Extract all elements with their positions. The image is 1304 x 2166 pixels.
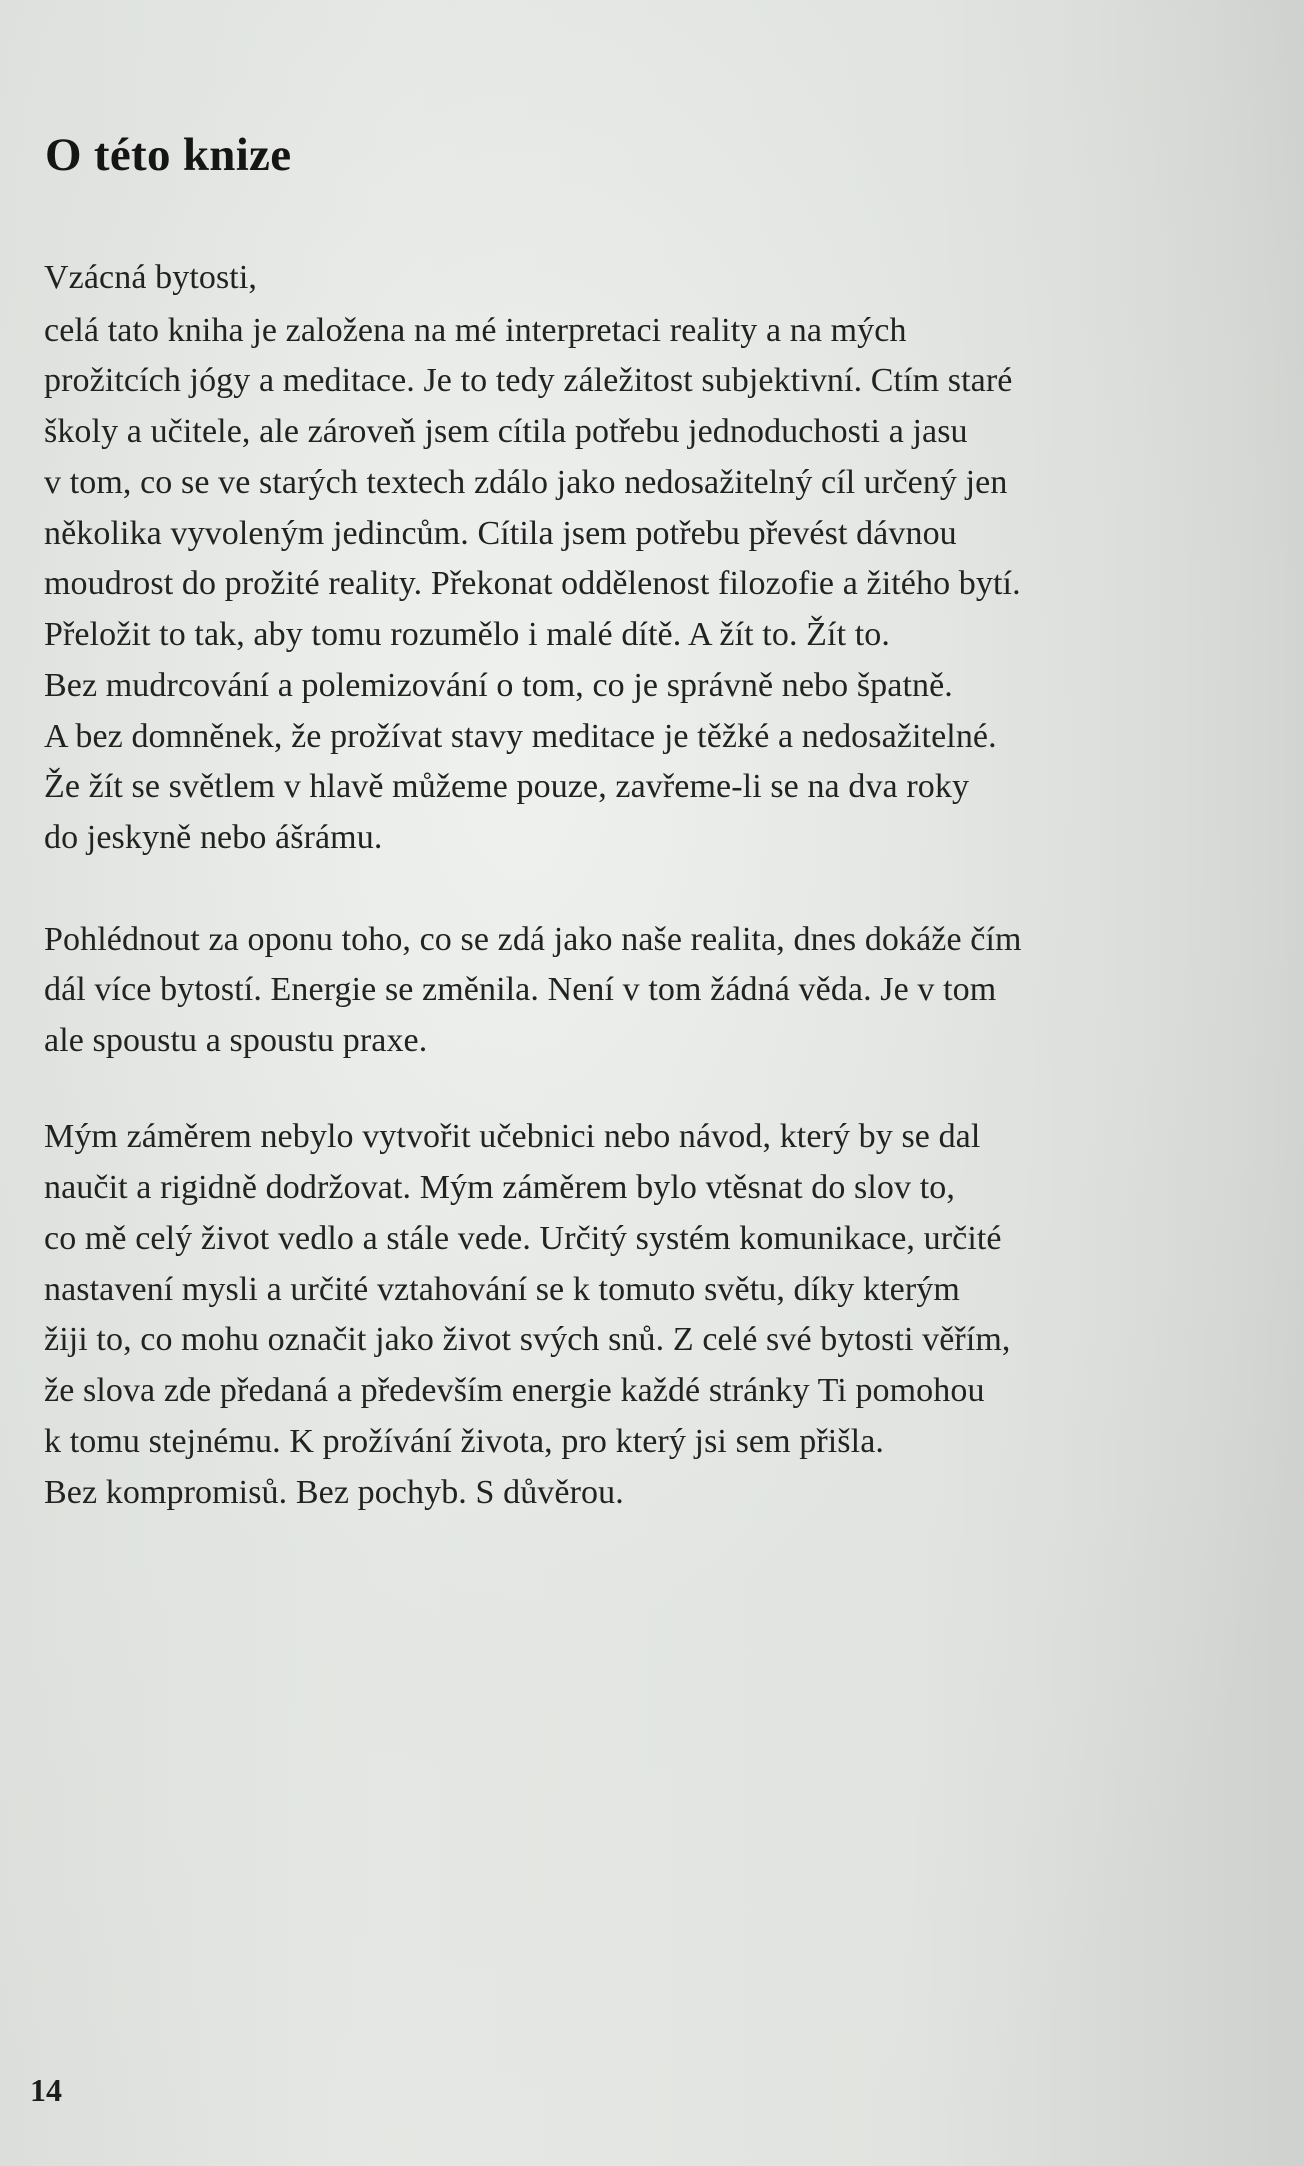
text-line: Vzácná bytosti, bbox=[44, 259, 257, 296]
text-line: Bez kompromisů. Bez pochyb. S důvěrou. bbox=[44, 1474, 624, 1511]
text-line: Bez mudrcování a polemizování o tom, co je správně nebo špatně. bbox=[44, 667, 953, 704]
text-line: Pohlédnout za oponu toho, co se zdá jako naše realita, dnes dokáže čím bbox=[44, 921, 1022, 958]
page-number: 14 bbox=[30, 2072, 62, 2108]
text-line: do jeskyně nebo ášrámu. bbox=[44, 819, 383, 856]
text-line: moudrost do prožité reality. Překonat oddělenost filozofie a žitého bytí. bbox=[44, 565, 1021, 602]
text-line: A bez domněnek, že prožívat stavy meditace je těžké a nedosažitelné. bbox=[44, 718, 997, 755]
text-line: Že žít se světlem v hlavě můžeme pouze, zavřeme-li se na dva roky bbox=[44, 768, 970, 805]
text-line: dál více bytostí. Energie se změnila. Není v tom žádná věda. Je v tom bbox=[44, 971, 997, 1008]
text-line: co mě celý život vedlo a stále vede. Určitý systém komunikace, určité bbox=[44, 1220, 1002, 1257]
text-line: naučit a rigidně dodržovat. Mým záměrem bylo vtěsnat do slov to, bbox=[44, 1169, 955, 1206]
text-line: v tom, co se ve starých textech zdálo jako nedosažitelný cíl určený jen bbox=[44, 464, 1008, 501]
text-line: několika vyvoleným jedincům. Cítila jsem potřebu převést dávnou bbox=[44, 515, 957, 552]
text-line: k tomu stejnému. K prožívání života, pro který jsi sem přišla. bbox=[44, 1423, 884, 1460]
text-line: Mým záměrem nebylo vytvořit učebnici nebo návod, který by se dal bbox=[44, 1118, 981, 1155]
text-line: žiji to, co mohu označit jako život svých snů. Z celé své bytosti věřím, bbox=[44, 1321, 1011, 1358]
page-title: O této knize bbox=[45, 129, 292, 181]
text-line: Přeložit to tak, aby tomu rozumělo i malé dítě. A žít to. Žít to. bbox=[44, 616, 890, 653]
text-line: školy a učitele, ale zároveň jsem cítila potřebu jednoduchosti a jasu bbox=[44, 413, 968, 450]
text-line: že slova zde předaná a především energie každé stránky Ti pomohou bbox=[44, 1372, 985, 1409]
text-line: celá tato kniha je založena na mé interpretaci reality a na mých bbox=[44, 312, 907, 349]
text-line: ale spoustu a spoustu praxe. bbox=[44, 1022, 428, 1059]
body-text bbox=[44, 0, 1254, 2166]
text-line: prožitcích jógy a meditace. Je to tedy záležitost subjektivní. Ctím staré bbox=[44, 362, 1013, 399]
text-line: nastavení mysli a určité vztahování se k tomuto světu, díky kterým bbox=[44, 1271, 960, 1308]
